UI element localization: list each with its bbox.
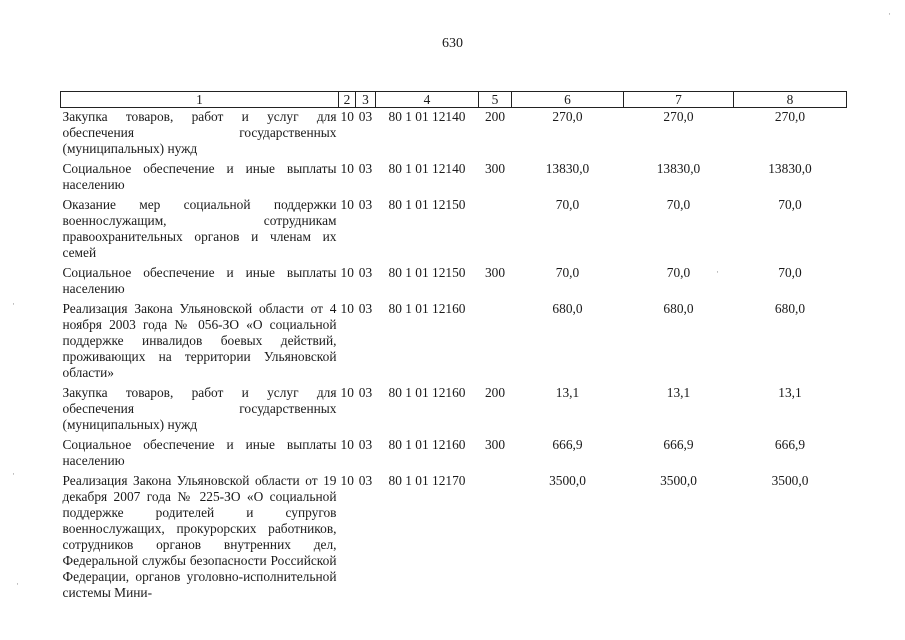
row-description: Закупка товаров, работ и услуг для обеспечения государственных (муниципальных) нужд: [62, 385, 337, 432]
amount-col-7: 3500,0: [660, 473, 697, 488]
row-description: Социальное обеспечение и иные выплаты населению: [62, 161, 337, 192]
amount-col-6: 270,0: [552, 109, 583, 124]
table-row: [61, 436, 847, 472]
row-description: Социальное обеспечение и иные выплаты населению: [62, 437, 337, 468]
amount-col-7: 13830,0: [656, 161, 701, 176]
table-row: [61, 108, 847, 161]
amount-col-7: 70,0: [666, 197, 691, 212]
amount-col-8: 680,0: [774, 301, 806, 316]
target-article-code: 80 1 01 12160: [388, 437, 466, 452]
budget-table: [60, 91, 847, 604]
page-number: 630: [442, 36, 463, 51]
amount-col-6: 13830,0: [545, 161, 590, 176]
target-article-code: 80 1 01 12160: [388, 301, 466, 316]
section-code: 10: [340, 473, 354, 488]
amount-col-7: 270,0: [663, 109, 694, 124]
column-header: 8: [734, 92, 847, 108]
subsection-code: 03: [358, 385, 373, 400]
expense-type-code: 200: [484, 109, 506, 124]
table-row: [61, 300, 847, 384]
subsection-code: 03: [358, 437, 373, 452]
section-code: 10: [340, 437, 354, 452]
target-article-code: 80 1 01 12170: [388, 473, 466, 488]
column-header: 6: [512, 92, 624, 108]
column-header: 4: [376, 92, 479, 108]
amount-col-6: 70,0: [555, 265, 580, 280]
column-header: 5: [479, 92, 512, 108]
target-article-code: 80 1 01 12140: [388, 161, 466, 176]
amount-col-6: 680,0: [552, 301, 583, 316]
scan-speck: ·: [716, 267, 719, 277]
amount-col-8: 70,0: [778, 265, 802, 280]
row-description: Оказание мер социальной поддержки военнослужащим, сотрудникам правоохранительных органов и членам их семей: [62, 197, 337, 260]
table-row: [61, 472, 847, 604]
section-code: 10: [340, 197, 354, 212]
target-article-code: 80 1 01 12160: [388, 385, 466, 400]
amount-col-7: 680,0: [663, 301, 694, 316]
target-article-code: 80 1 01 12150: [388, 265, 466, 280]
table-header: [61, 92, 847, 108]
expense-type-code: [479, 196, 512, 264]
table-body: [61, 108, 847, 605]
row-description: Реализация Закона Ульяновской области от 4 ноября 2003 года № 056-ЗО «О социальной поддержке инвалидов боевых действий, проживающих на территории Ульяновской области»: [62, 301, 337, 380]
expense-type-code: 300: [484, 265, 506, 280]
scan-speck: ·: [12, 469, 15, 479]
table-row: [61, 196, 847, 264]
section-code: 10: [340, 109, 354, 124]
target-article-code: 80 1 01 12140: [388, 109, 466, 124]
section-code: 10: [340, 265, 354, 280]
section-code: 10: [340, 385, 354, 400]
amount-col-8: 13830,0: [768, 161, 812, 176]
expense-type-code: [479, 300, 512, 384]
expense-type-code: 200: [484, 385, 506, 400]
row-description: Закупка товаров, работ и услуг для обеспечения государственных (муниципальных) нужд: [62, 109, 337, 156]
subsection-code: 03: [358, 109, 373, 124]
scan-speck: ·: [888, 9, 891, 19]
subsection-code: 03: [358, 301, 373, 316]
column-header: 1: [61, 92, 339, 108]
scan-speck: ·: [16, 579, 19, 589]
amount-col-6: 70,0: [555, 197, 580, 212]
row-description: Социальное обеспечение и иные выплаты населению: [62, 265, 337, 296]
amount-col-8: 3500,0: [771, 473, 809, 488]
table-row: [61, 384, 847, 436]
amount-col-7: 13,1: [666, 385, 691, 400]
table-row: [61, 264, 847, 300]
column-header: 3: [356, 92, 376, 108]
subsection-code: 03: [358, 197, 373, 212]
expense-type-code: [479, 472, 512, 604]
expense-type-code: 300: [484, 161, 506, 176]
table-row: [61, 160, 847, 196]
column-header: 2: [339, 92, 356, 108]
amount-col-6: 666,9: [552, 437, 583, 452]
amount-col-8: 70,0: [778, 197, 802, 212]
column-header: 7: [624, 92, 734, 108]
amount-col-6: 13,1: [555, 385, 580, 400]
subsection-code: 03: [358, 473, 373, 488]
header-row: [61, 92, 847, 108]
target-article-code: 80 1 01 12150: [388, 197, 466, 212]
row-description: Реализация Закона Ульяновской области от 19 декабря 2007 года № 225-ЗО «О социальной поддержке родителей и супругов военнослужащих, прокурорских работников, сотрудников органов внутренних дел, Федеральной службы безопасности Российской Федерации, органов уголовно-исполнительной системы Мини-: [62, 473, 337, 600]
amount-col-8: 666,9: [774, 437, 806, 452]
section-code: 10: [340, 301, 354, 316]
amount-col-7: 666,9: [663, 437, 694, 452]
amount-col-8: 270,0: [774, 109, 806, 124]
subsection-code: 03: [358, 161, 373, 176]
amount-col-7: 70,0: [666, 265, 691, 280]
scan-speck: ·: [12, 299, 15, 309]
amount-col-8: 13,1: [778, 385, 802, 400]
expense-type-code: 300: [484, 437, 506, 452]
subsection-code: 03: [358, 265, 373, 280]
amount-col-6: 3500,0: [549, 473, 586, 488]
section-code: 10: [340, 161, 354, 176]
